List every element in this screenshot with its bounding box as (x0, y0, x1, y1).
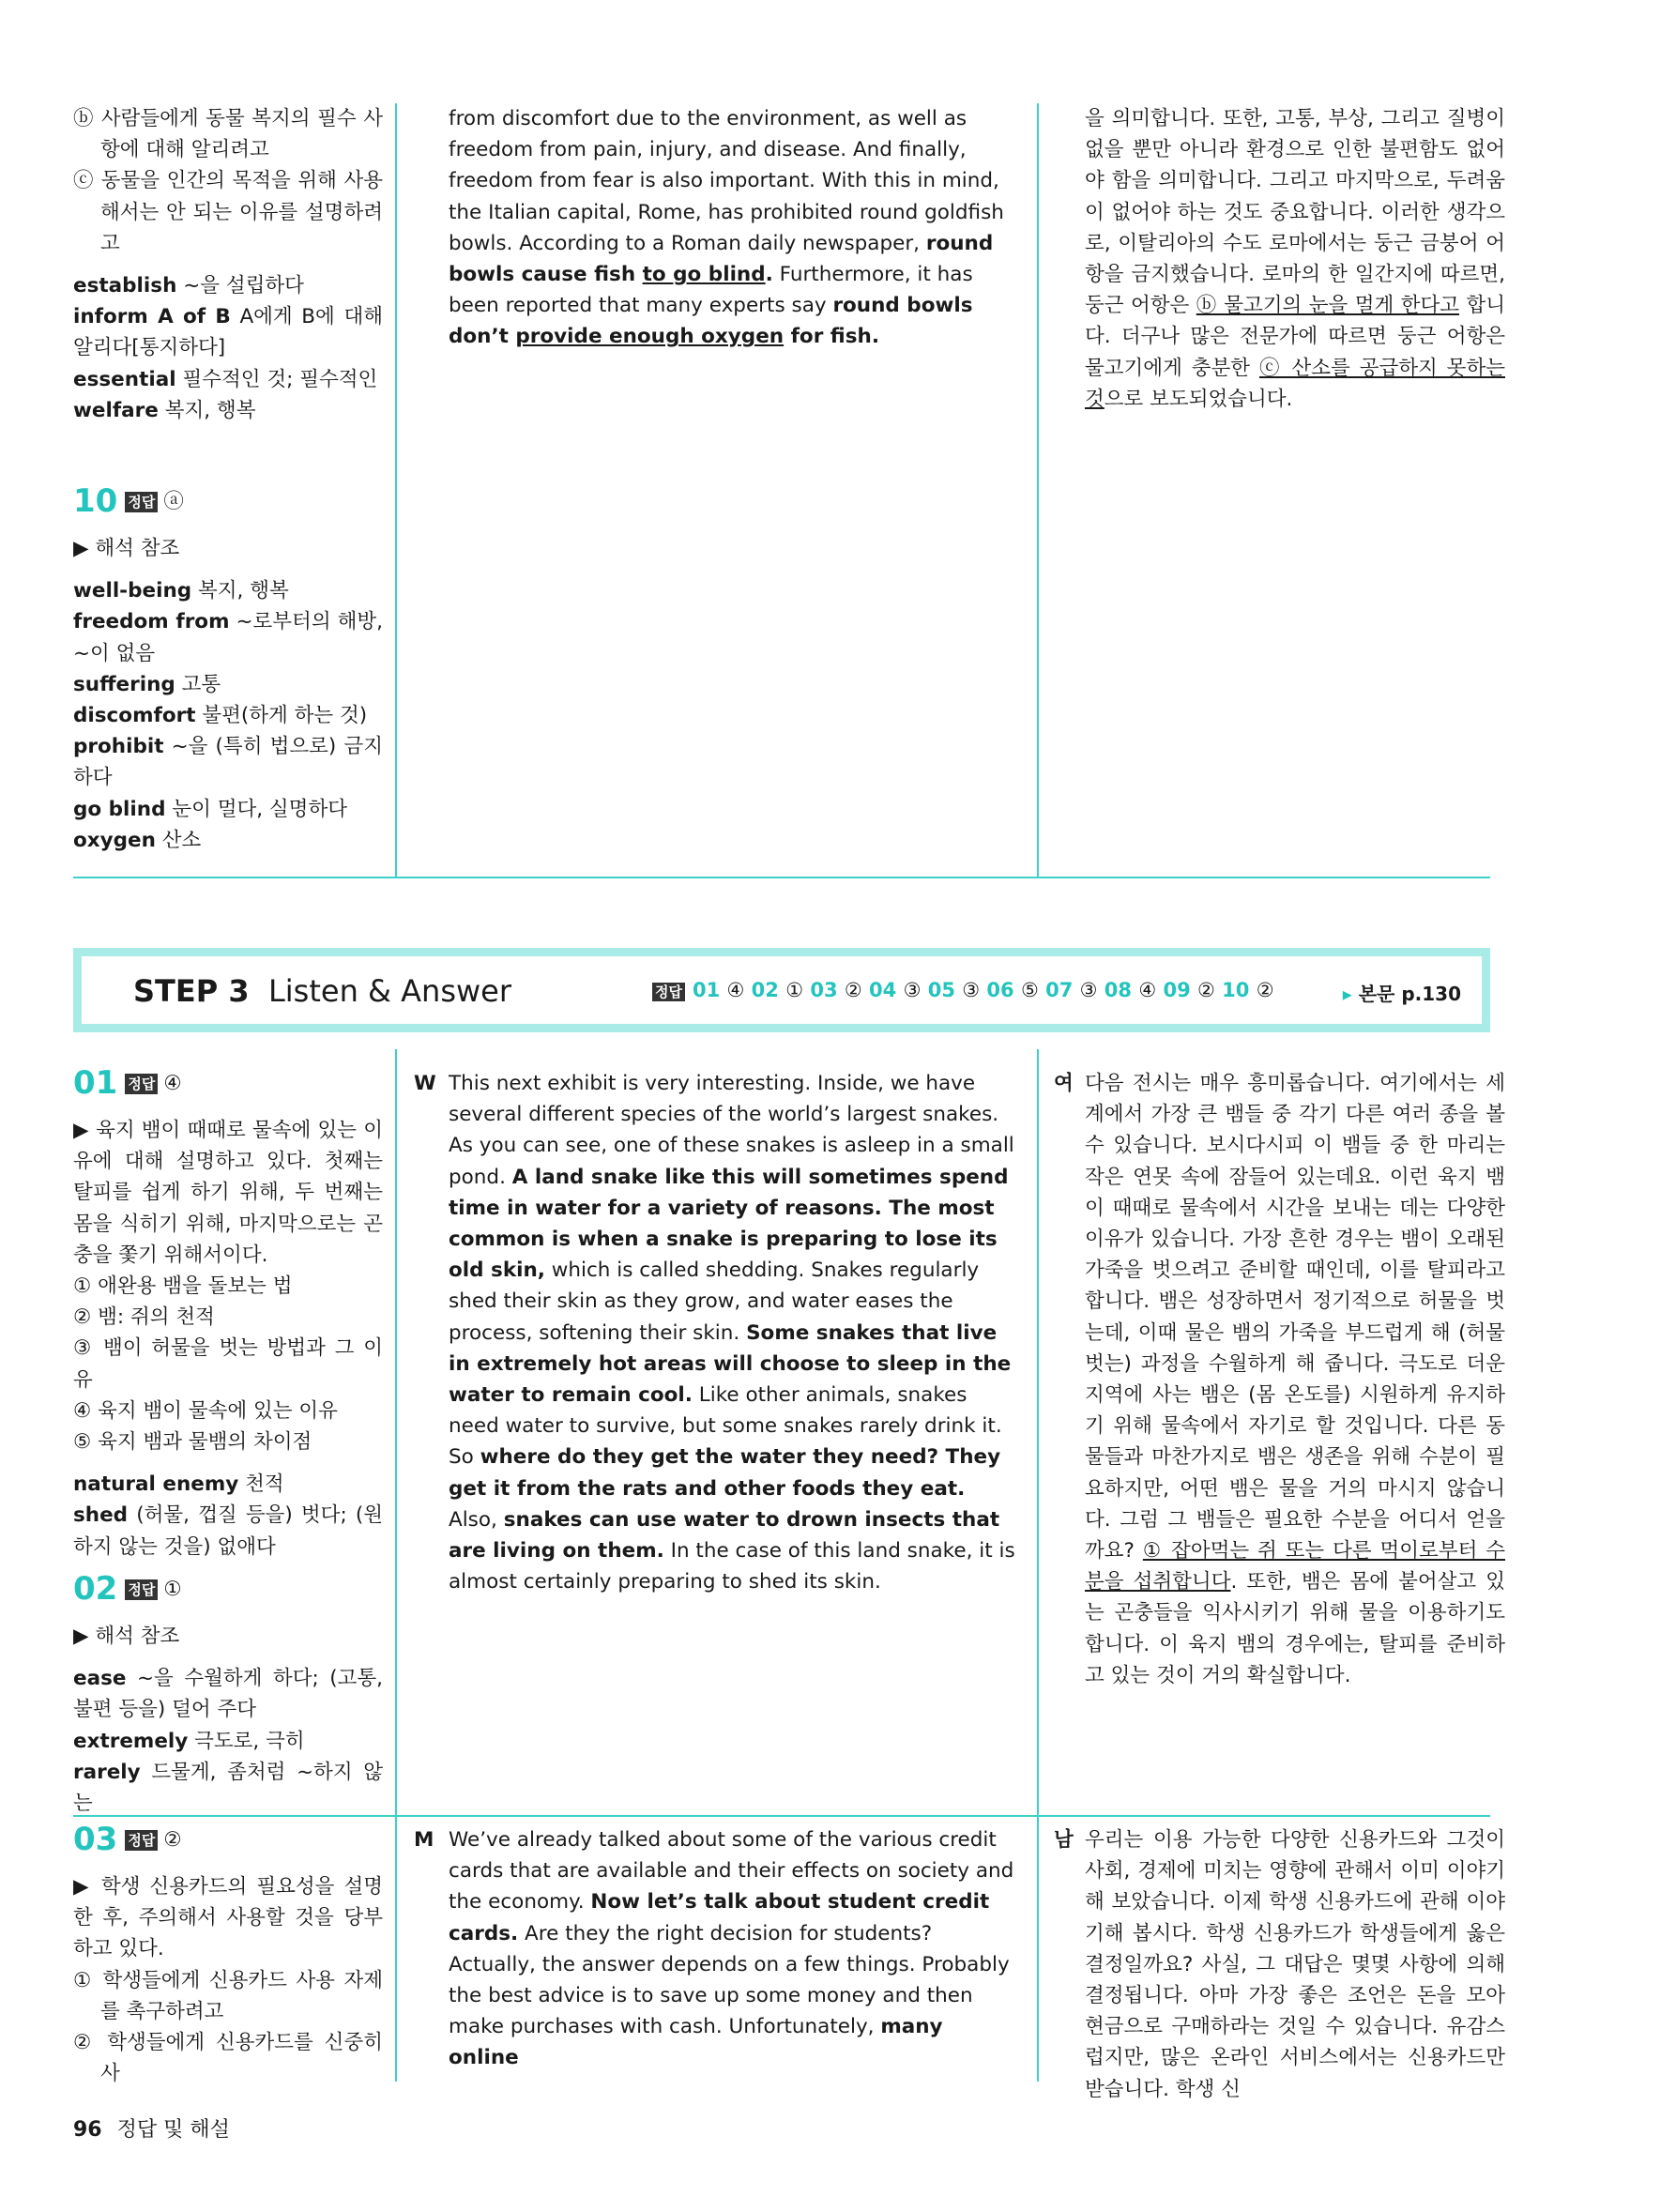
page-number: 96 (73, 2118, 102, 2142)
script-text: This next exhibit is very interesting. Inside, we have several different species of the world’s largest snakes. As you can see, one of these snakes is asleep in a small pond. A land snake like this will sometimes spend time in water for a variety of reasons. The most common is when a snake is preparing to lose its old skin, which is called shedding. Snakes regularly shed their skin as they grow, and water eases the process, softening their skin. Some snakes that live in extremely hot areas will choose to sleep in the water to remain cool. Like other animals, snakes need water to survive, but some snakes rarely drink it. So where do they get the water they need? They get it from the rats and other foods they eat. Also, snakes can use water to drown insects that are living on them. In the case of this land snake, it is almost certainly preparing to shed its skin. (449, 1072, 1015, 1594)
translation-2 (1085, 1824, 1505, 2105)
vocab-item: shed (허물, 껍질 등을) 벗다; (원하지 않는 것을) 없애다 (73, 1503, 383, 1559)
translation-text: 을 의미합니다. 또한, 고통, 부상, 그리고 질병이 없을 뿐만 아니라 환경으로 인한 불편함도 없어야 함을 의미합니다. 그리고 마지막으로, 두려움이 없어야 하는 것도 중요합니다. 이러한 생각으로, 이탈리아의 수도 로마에서는 둥근 금붕어 어항을 금지했습니다. 로마의 한 일간지에 따르면, 둥근 어항은 ⓑ 물고기의 눈을 멀게 한다고 합니다. 더구나 많은 전문가에 따르면 둥근 어항은 물고기에게 충분한 ⓒ 산소를 공급하지 못하는 것으로 보도되었습니다. (1085, 107, 1505, 411)
translation-1 (1085, 1068, 1505, 1691)
triangle-icon: ▸ (1342, 983, 1352, 1005)
script-1 (449, 1068, 1019, 1597)
vocab-item: extremely 극도로, 극히 (73, 1729, 305, 1753)
option-line: ⓒ 동물을 인간의 목적을 위해 사용해서는 안 되는 이유를 설명하려고 (73, 169, 383, 255)
question-01-header: 01 정답 ④ (73, 1064, 182, 1103)
step-answer-key: 정답 01 ④ 02 ① 03 ② 04 ③ 05 ③ 06 ⑤ 07 ③ 08 ④ 09 ② 10 ② (652, 979, 1274, 1001)
vocab-item: oxygen 산소 (73, 828, 202, 852)
explanation-note: ▶ 해석 참조 (73, 537, 180, 561)
vocab-item: inform A of B A에게 B에 대해 알리다[통지하다] (73, 305, 383, 360)
column-rule (1037, 103, 1039, 878)
q03-column (73, 1821, 383, 2089)
q02-column (73, 1570, 383, 1819)
translation-text: 우리는 이용 가능한 다양한 신용카드와 그것이 사회, 경제에 미치는 영향에 관해서 이미 이야기해 보았습니다. 이제 학생 신용카드에 관해 이야기해 봅시다. 학생 신용카드가 학생들에게 옳은 결정일까요? 사실, 그 대답은 몇몇 사항에 의해 결정됩니다. 아마 가장 좋은 조언은 돈을 모아 현금으로 구매하라는 것일 수 있습니다. 유감스럽지만, 많은 온라인 서비스에서는 신용카드만 받습니다. 학생 신 (1085, 1828, 1505, 2101)
option-line: ⑤ 육지 뱀과 물뱀의 차이점 (73, 1430, 312, 1455)
question-02-header: 02 정답 ① (73, 1570, 182, 1609)
explanation-note: ▶ 해석 참조 (73, 1625, 180, 1648)
textbook-page-reference: ▸ 본문 p.130 (1342, 983, 1461, 1005)
vocab-item: rarely 드물게, 좀처럼 ~하지 않는 (73, 1760, 383, 1816)
q01-column (73, 1064, 383, 1563)
column-rule (395, 1049, 397, 2082)
step-banner (73, 948, 1490, 1032)
vocab-item: suffering 고통 (73, 672, 221, 696)
question-10-header: 10 정답 ⓐ (73, 482, 184, 521)
script-text: We’ve already talked about some of the various credit cards that are available and their effects on society and the economy. Now let’s talk about student credit cards. Are they the right decision for students? Actually, the answer depends on a few things. Probably the best advice is to save up some money and then make purchases with cash. Unfortunately, many online (449, 1828, 1014, 2070)
page-footer (73, 2113, 230, 2143)
step-title: STEP 3 Listen & Answer (133, 973, 511, 1009)
top-left-column (73, 103, 383, 856)
script-2 (449, 1824, 1019, 2074)
explanation-text: ▶ 육지 뱀이 때때로 물속에 있는 이유에 대해 설명하고 있다. 첫째는 탈피를 쉽게 하기 위해, 두 번째는 몸을 식히기 위해, 마지막으로는 곤충을 쫓기 위해서이다. (73, 1119, 383, 1267)
vocab-item: establish ~을 설립하다 (73, 274, 304, 298)
option-line: ② 학생들에게 신용카드를 신중히 사 (73, 2031, 383, 2086)
option-line: ① 애완용 뱀을 돌보는 법 (73, 1274, 293, 1299)
option-line: ③ 뱀이 허물을 벗는 방법과 그 이유 (73, 1336, 383, 1392)
column-rule (395, 103, 397, 878)
speaker-label: 남 (1054, 1828, 1074, 1852)
vocab-item: natural enemy 천적 (73, 1472, 284, 1497)
top-script-column (449, 103, 1012, 353)
vocab-item: welfare 복지, 행복 (73, 398, 256, 422)
vocab-item: prohibit ~을 (특히 법으로) 금지하다 (73, 735, 383, 790)
option-line: ④ 육지 뱀이 물속에 있는 이유 (73, 1398, 338, 1423)
vocab-item: discomfort 불편(하게 하는 것) (73, 704, 368, 728)
explanation-text: ▶ 학생 신용카드의 필요성을 설명한 후, 주의해서 사용할 것을 당부하고 있다. (73, 1875, 383, 1961)
vocab-item: essential 필수적인 것; 필수적인 (73, 367, 378, 391)
vocab-item: go blind 눈이 멀다, 실명하다 (73, 797, 347, 821)
top-translation-column (1085, 103, 1505, 415)
vocab-item: well-being 복지, 행복 (73, 579, 289, 603)
footer-label: 정답 및 해설 (116, 2118, 230, 2142)
section-rule (73, 877, 1490, 878)
script-text: from discomfort due to the environment, as well as freedom from pain, injury, and disease. And finally, freedom from fear is also important. With this in mind, the Italian capital, Rome, has prohibited round goldfish bowls. According to a Roman daily newspaper, round bowls cause fish to go blind. Furthermore, it has been reported that many experts say round bowls don’t provide enough oxygen for fish. (449, 107, 1004, 349)
vocab-item: ease ~을 수월하게 하다; (고통, 불편 등을) 덜어 주다 (73, 1667, 383, 1722)
translation-text: 다음 전시는 매우 흥미롭습니다. 여기에서는 세계에서 가장 큰 뱀들 중 각기 다른 여러 종을 볼 수 있습니다. 보시다시피 이 뱀들 중 한 마리는 작은 연못 속에 잠들어 있는데요. 이런 육지 뱀이 때때로 물속에서 시간을 보내는 데는 다양한 이유가 있습니다. 가장 흔한 경우는 뱀이 오래된 가죽을 벗으려고 준비할 때인데, 이를 탈피라고 합니다. 뱀은 성장하면서 정기적으로 허물을 벗는데, 이때 물은 뱀의 가죽을 부드럽게 해 (허물 벗는) 과정을 수월하게 해 줍니다. 극도로 더운 지역에 사는 뱀은 (몸 온도를) 시원하게 유지하기 위해 물속에서 자기로 할 것입니다. 다른 동물들과 마찬가지로 뱀은 생존을 위해 수분이 필요하지만, 어떤 뱀은 물을 거의 마시지 않습니다. 그럼 그 뱀들은 필요한 수분을 어디서 얻을까요? ① 잡아먹는 쥐 또는 다른 먹이로부터 수분을 섭취합니다. 또한, 뱀은 몸에 붙어살고 있는 곤충들을 익사시키기 위해 물을 이용하기도 합니다. 이 육지 뱀의 경우에는, 탈피를 준비하고 있는 것이 거의 확실합니다. (1085, 1072, 1505, 1687)
option-line: ① 학생들에게 신용카드 사용 자제를 촉구하려고 (73, 1968, 383, 2023)
column-rule (1037, 1049, 1039, 2082)
speaker-label: W (414, 1072, 436, 1095)
option-line: ② 뱀: 쥐의 천적 (73, 1305, 215, 1330)
speaker-label: M (414, 1828, 434, 1852)
vocab-item: freedom from ~로부터의 해방, ~이 없음 (73, 610, 383, 665)
speaker-label: 여 (1054, 1072, 1074, 1095)
option-line: ⓑ 사람들에게 동물 복지의 필수 사항에 대해 알리려고 (73, 107, 383, 162)
question-03-header: 03 정답 ② (73, 1821, 182, 1859)
